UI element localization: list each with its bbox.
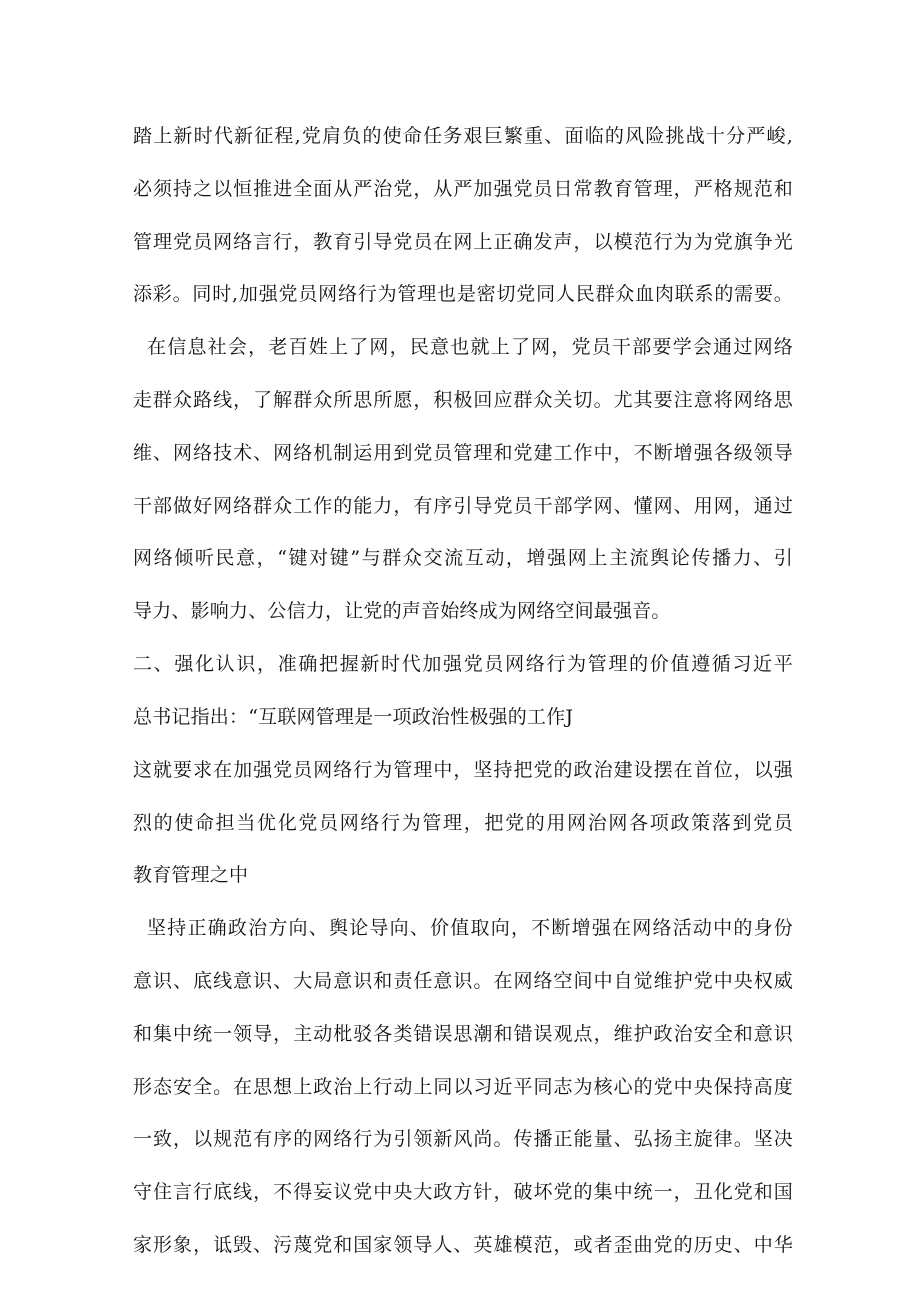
section-heading-line-1: 二、强化认识，准确把握新时代加强党员网络行为管理的价值遵循习近平 — [133, 653, 793, 675]
text-line-15: 教育管理之中 — [133, 864, 249, 886]
text-line-5: 在信息社会，老百姓上了网，民意也就上了网，党员干部要学会通过网络 — [147, 336, 793, 358]
text-line-19: 形态安全。在思想上政治上行动上同以习近平同志为核心的党中央保持高度 — [133, 1076, 793, 1098]
text-line-17: 意识、底线意识、大局意识和责任意识。在网络空间中自觉维护党中央权威 — [133, 970, 793, 992]
text-line-14: 烈的使命担当优化党员网络行为管理，把党的用网治网各项政策落到党员 — [133, 812, 793, 834]
text-line-21: 守住言行底线，不得妄议党中央大政方针，破坏党的集中统一，丑化党和国 — [133, 1181, 793, 1203]
text-line-18: 和集中统一领导，主动枇驳各类错误思潮和错误观点，维护政治安全和意识 — [133, 1023, 793, 1045]
text-line-8: 干部做好网络群众工作的能力，有序引导党员干部学网、懂网、用网，通过 — [133, 495, 793, 517]
text-line-6: 走群众路线，了解群众所思所愿，积极回应群众关切。尤其要注意将网络思 — [133, 389, 793, 411]
text-line-13: 这就要求在加强党员网络行为管理中，坚持把党的政治建设摆在首位，以强 — [133, 759, 793, 781]
text-line-7: 维、网络技术、网络机制运用到党员管理和党建工作中，不断增强各级领导 — [133, 442, 793, 464]
text-line-1: 踏上新时代新征程,党肩负的使命任务艰巨繁重、面临的风险挑战十分严峻, — [133, 125, 793, 147]
text-line-3: 管理党员网络言行，教育引导党员在网上正确发声，以模范行为为党旗争光 — [133, 231, 793, 253]
text-line-22: 家形象，诋毁、污蔑党和国家领导人、英雄模范，或者歪曲党的历史、中华 — [133, 1234, 793, 1256]
text-line-9: 网络倾听民意，“键对键”与群众交流互动，增强网上主流舆论传播力、引 — [133, 547, 793, 569]
text-line-4: 添彩。同时,加强党员网络行为管理也是密切党同人民群众血肉联系的需要。 — [133, 283, 793, 305]
text-line-16: 坚持正确政治方向、舆论导向、价值取向，不断增强在网络活动中的身份 — [147, 917, 793, 939]
text-line-2: 必须持之以恒推进全面从严治党，从严加强党员日常教育管理，严格规范和 — [133, 178, 793, 200]
text-line-20: 一致，以规范有序的网络行为引领新风尚。传播正能量、弘扬主旋律。坚决 — [133, 1128, 793, 1150]
section-heading-line-2: 总书记指出：“互联网管理是一项政治性极强的工作J — [133, 706, 574, 728]
text-line-10: 导力、影响力、公信力，让党的声音始终成为网络空间最强音。 — [133, 600, 671, 622]
